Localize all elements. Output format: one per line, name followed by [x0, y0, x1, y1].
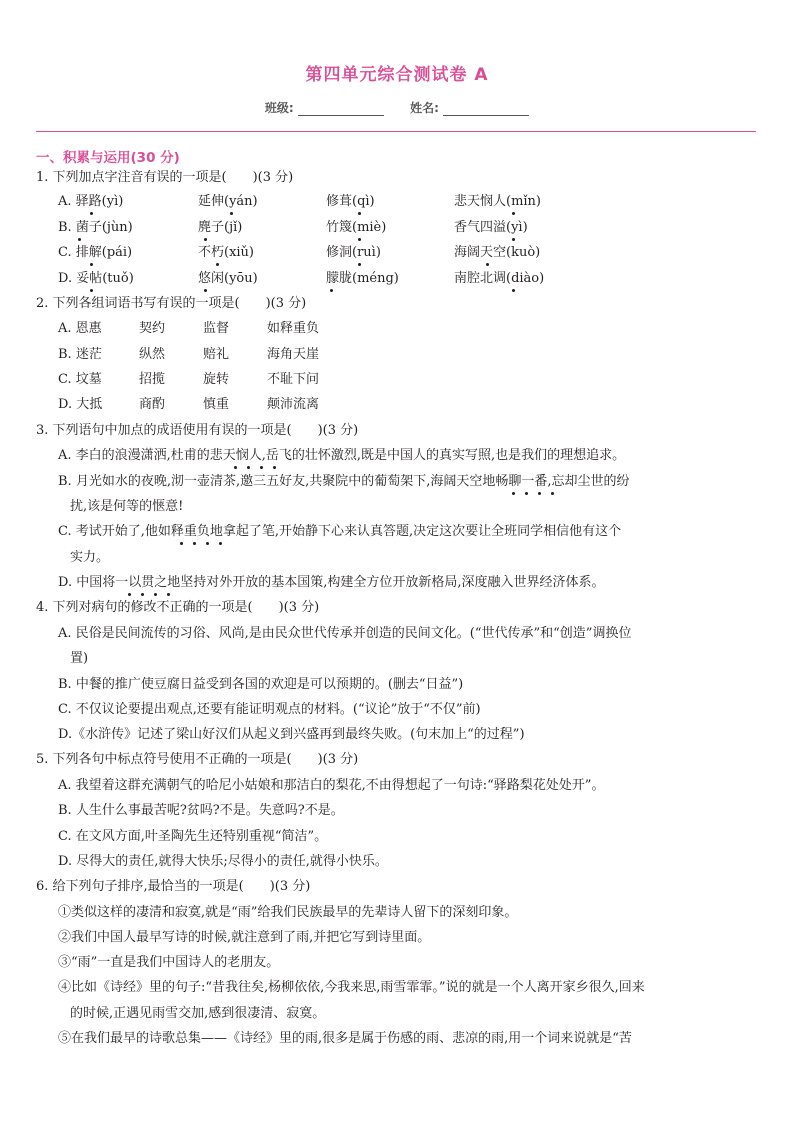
q2-option-d-2: 商酌	[139, 397, 166, 412]
class-label: 班级:	[264, 101, 294, 115]
q4-option-a-line2: 置)	[70, 651, 89, 666]
emphasis-dot	[260, 466, 263, 469]
emphasis-dot	[204, 238, 207, 241]
q2-option-b-1: B. 迷茫	[58, 347, 102, 362]
emphasis-dot	[512, 492, 515, 495]
emphasis-dot	[512, 238, 515, 241]
q3-option-a: A. 李白的浪漫潇洒,杜甫的悲天悯人,岳飞的壮怀激烈,既是中国人的真实写照,也是我们的理想追求。	[58, 448, 626, 463]
q1-option-d-3: 朦胧(méng)	[326, 271, 399, 286]
q3-option-d: D. 中国将一以贯之地坚持对外开放的基本国策,构建全方位开放新格局,深度融入世界经济体系。	[58, 575, 605, 590]
class-field[interactable]	[298, 103, 384, 116]
q1-option-b-4: 香气四溢(yì)	[454, 220, 528, 235]
q3-option-c-line2: 实力。	[70, 550, 110, 565]
q6-sentence-5: ⑤在我们最早的诗歌总集——《诗经》里的雨,很多是属于伤感的雨、悲凉的雨,用一个词来说就是“苦	[58, 1031, 632, 1046]
q2-option-a-1: A. 恩惠	[58, 321, 102, 336]
emphasis-dot	[234, 466, 237, 469]
q1-option-d-2: 悠闲(yōu)	[198, 271, 258, 286]
emphasis-dot	[128, 593, 131, 596]
q1-option-c-3: 修洞(ruì)	[326, 245, 381, 260]
q1-option-c-4: 海阔天空(kuò)	[454, 245, 541, 260]
q2-option-b-4: 海角天崖	[267, 347, 320, 362]
q2-option-d-1: D. 大抵	[58, 397, 103, 412]
q5-option-c: C. 在文风方面,叶圣陶先生还特别重视“简洁”。	[58, 829, 328, 844]
q3-option-b-line1: B. 月光如水的夜晚,沏一壶清茶,邀三五好友,共聚院中的葡萄架下,海阔天空地畅聊一番,忘却尘世的纷	[58, 474, 630, 489]
name-label: 姓名:	[410, 101, 439, 115]
q2-option-c-3: 旋转	[203, 372, 230, 387]
q6-sentence-3: ③“雨”一直是我们中国诗人的老朋友。	[58, 955, 280, 970]
q6-sentence-4-line1: ④比如《诗经》里的句子:“昔我往矣,杨柳依依,今我来思,雨雪霏霏。”说的就是一个人离开家乡很久,回来	[58, 980, 645, 995]
emphasis-dot	[206, 542, 209, 545]
q2-option-d-4: 颠沛流离	[267, 397, 320, 412]
emphasis-dot	[90, 263, 93, 266]
q6-sentence-1: ①类似这样的凄清和寂寞,就是“雨”给我们民族最早的先辈诗人留下的深刻印象。	[58, 905, 518, 920]
emphasis-dot	[512, 212, 515, 215]
q1-option-a-3: 修葺(qì)	[326, 194, 375, 209]
student-info	[0, 99, 794, 116]
q2-option-c-2: 招揽	[139, 372, 166, 387]
section-title: 一、积累与运用(30 分)	[36, 150, 180, 166]
q1-option-c-1: C. 排解(pái)	[58, 245, 133, 260]
q4-option-d: D.《水浒传》记述了梁山好汉们从起义到兴盛再到最终失败。(句末加上“的过程”)	[58, 727, 525, 742]
emphasis-dot	[358, 212, 361, 215]
q1-option-a-1: A. 驿路(yì)	[58, 194, 124, 209]
q4-option-a-line1: A. 民俗是民间流传的习俗、风尚,是由民众世代传承并创造的民间文化。(“世代传承”和“创造”调换位	[58, 626, 632, 641]
question-6-stem: 6. 给下列句子排序,最恰当的一项是( )(3 分)	[36, 879, 311, 894]
emphasis-dot	[78, 238, 81, 241]
q2-option-c-4: 不耻下问	[267, 372, 320, 387]
emphasis-dot	[230, 212, 233, 215]
q4-option-b: B. 中餐的推广使豆腐日益受到各国的欢迎是可以预期的。(删去“日益”)	[58, 677, 464, 692]
q3-option-b-line2: 扰,该是何等的惬意!	[70, 499, 184, 514]
emphasis-dot	[141, 593, 144, 596]
emphasis-dot	[167, 593, 170, 596]
q1-option-c-2: 不朽(xiǔ)	[198, 245, 255, 260]
emphasis-dot	[154, 593, 157, 596]
question-3-stem: 3. 下列语句中加点的成语使用有误的一项是( )(3 分)	[36, 423, 359, 438]
q5-option-d: D. 尽得大的责任,就得大快乐;尽得小的责任,就得小快乐。	[58, 854, 388, 869]
emphasis-dot	[330, 289, 333, 292]
q3-option-c-line1: C. 考试开始了,他如释重负地拿起了笔,开始静下心来认真答题,决定这次要让全班同学相信他有这个	[58, 524, 622, 539]
q6-sentence-4-line2: 的时候,正遇见雨雪交加,感到很凄清、寂寞。	[70, 1006, 326, 1021]
name-field[interactable]	[443, 103, 529, 116]
q2-option-c-1: C. 坟墓	[58, 372, 102, 387]
emphasis-dot	[219, 542, 222, 545]
q4-option-c: C. 不仅议论要提出观点,还要有能证明观点的材料。(“议论”放于“不仅”前)	[58, 702, 481, 717]
q6-sentence-2: ②我们中国人最早写诗的时候,就注意到了雨,并把它写到诗里面。	[58, 930, 431, 945]
emphasis-dot	[358, 238, 361, 241]
q1-option-b-3: 竹篾(miè)	[326, 220, 387, 235]
emphasis-dot	[247, 466, 250, 469]
page-title: 第四单元综合测试卷 A	[305, 65, 489, 85]
question-1-stem: 1. 下列加点字注音有误的一项是( )(3 分)	[36, 170, 294, 185]
q1-option-d-4: 南腔北调(diào)	[454, 271, 545, 286]
q2-option-b-2: 纵然	[139, 347, 166, 362]
emphasis-dot	[90, 212, 93, 215]
header-divider	[36, 131, 756, 132]
emphasis-dot	[273, 466, 276, 469]
q2-option-b-3: 赔礼	[203, 347, 230, 362]
q2-option-a-3: 监督	[203, 321, 230, 336]
q2-option-d-3: 慎重	[203, 397, 230, 412]
question-5-stem: 5. 下列各句中标点符号使用不正确的一项是( )(3 分)	[36, 752, 359, 767]
q1-option-b-1: B. 菌子(jùn)	[58, 220, 133, 235]
q2-option-a-2: 契约	[139, 321, 166, 336]
emphasis-dot	[180, 542, 183, 545]
emphasis-dot	[216, 263, 219, 266]
q2-option-a-4: 如释重负	[267, 321, 320, 336]
emphasis-dot	[551, 492, 554, 495]
emphasis-dot	[358, 263, 361, 266]
emphasis-dot	[538, 492, 541, 495]
question-4-stem: 4. 下列对病句的修改不正确的一项是( )(3 分)	[36, 600, 320, 615]
emphasis-dot	[512, 289, 515, 292]
emphasis-dot	[486, 263, 489, 266]
emphasis-dot	[204, 289, 207, 292]
q5-option-a: A. 我望着这群充满朝气的哈尼小姑娘和那洁白的梨花,不由得想起了一句诗:“驿路梨花处处开”。	[58, 778, 605, 793]
q1-option-a-4: 悲天悯人(mǐn)	[454, 194, 542, 209]
emphasis-dot	[193, 542, 196, 545]
q1-option-d-1: D. 妥帖(tuǒ)	[58, 271, 134, 286]
emphasis-dot	[90, 289, 93, 292]
q1-option-a-2: 延伸(yán)	[198, 194, 258, 209]
q1-option-b-2: 麂子(jǐ)	[198, 220, 243, 235]
question-2-stem: 2. 下列各组词语书写有误的一项是( )(3 分)	[36, 296, 307, 311]
emphasis-dot	[525, 492, 528, 495]
q5-option-b: B. 人生什么事最苦呢?贫吗?不是。失意吗?不是。	[58, 803, 344, 818]
